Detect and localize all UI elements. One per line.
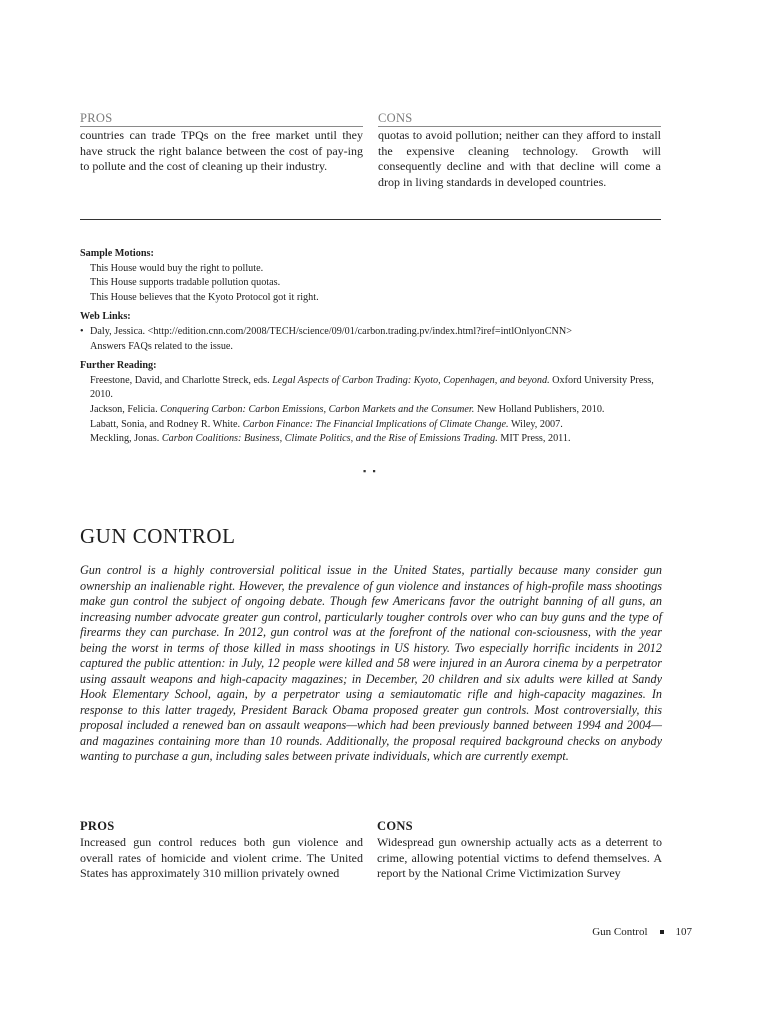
footer-square-icon <box>660 930 664 934</box>
gun-pros-heading: PROS <box>80 819 115 833</box>
page-number: 107 <box>675 926 692 938</box>
reading-item <box>80 374 665 403</box>
web-link-item <box>80 325 670 354</box>
reading-authors: Jackson, Felicia. <box>90 403 161 415</box>
top-pros-heading: PROS <box>80 110 363 127</box>
section-divider <box>80 219 661 220</box>
top-pros-column <box>80 110 363 175</box>
further-reading-label: Further Reading: <box>80 360 157 372</box>
section-title: GUN CONTROL <box>80 524 236 548</box>
reading-title: Carbon Finance: The Financial Implications of Climate Change. <box>242 418 509 430</box>
web-link-url[interactable]: Daly, Jessica. <http://edition.cnn.com/2008/TECH/science/09/01/carbon.trading.pv/index.html?iref=intlOnlyonCNN> <box>90 325 572 337</box>
section-intro: Gun control is a highly controversial political issue in the United States, partially because many consider gun ownership an inalienable right. However, the prevalence of gun violence and instances of high-profile mass shootings make gun control the subject of ongoing debate. Though few Americans favor the outright banning of all guns, an increasing number advocate greater gun control, particularly tougher controls over who can buy guns and the type of firearms they can purchase. In 2012, gun control was at the forefront of the national con-sciousness, with the year being the worst in terms of those killed in mass shootings in US history. Two especially horrific incidents in 2012 captured the public attention: in July, 12 people were killed and 58 were injured in an Aurora cinema by a perpetrator using assault weapons and high-capacity magazines; in December, 20 children and six adults were killed at Sandy Hook Elementary School, again, by a perpetrator using a semiautomatic rifle and high-capacity magazines. In response to this latter tragedy, President Barack Obama proposed greater gun controls. Most controversially, this proposal included a renewed ban on assault weapons—which had been previously banned between 1994 and 2004—and magazines containing more than 10 rounds. Additionally, the proposal required background checks on anybody wanting to purchase a gun, including sales between private individuals, which are currently exempt. <box>80 563 662 763</box>
sample-motion-item: This House would buy the right to pollute. <box>90 262 264 274</box>
reading-publisher: Oxford University Press, 2010. <box>90 374 654 401</box>
sample-motion-item: This House believes that the Kyoto Protocol got it right. <box>90 291 319 303</box>
reading-title: Legal Aspects of Carbon Trading: Kyoto, Copenhagen, and beyond. <box>272 374 550 386</box>
gun-cons-text: Widespread gun ownership actually acts as a deterrent to crime, allowing potential victims to defend themselves. A report by the National Crime Victimization Survey <box>377 835 662 880</box>
reading-title: Carbon Coalitions: Business, Climate Politics, and the Rise of Emissions Trading. <box>161 433 498 445</box>
reading-item <box>80 418 670 433</box>
page-footer <box>592 926 692 938</box>
web-link-description: Answers FAQs related to the issue. <box>90 340 233 352</box>
top-pros-text: countries can trade TPQs on the free market until they have struck the right balance between the cost of pay-ing to pollute and the cost of cleaning up their industry. <box>80 128 363 173</box>
reading-publisher: MIT Press, 2011. <box>497 433 571 445</box>
gun-cons-column <box>377 818 662 882</box>
top-cons-text: quotas to avoid pollution; neither can they afford to install the expensive cleaning technology. Growth will consequently decline and with that decline will come a drop in living standards in developed countries. <box>378 128 661 189</box>
reading-publisher: New Holland Publishers, 2010. <box>474 403 605 415</box>
reading-title: Conquering Carbon: Carbon Emissions, Carbon Markets and the Consumer. <box>160 403 475 415</box>
bullet-icon: • <box>80 325 84 337</box>
reading-authors: Labatt, Sonia, and Rodney R. White. <box>90 418 243 430</box>
top-cons-heading: CONS <box>378 110 661 127</box>
section-separator-icon: ▪ ▪ <box>363 466 378 476</box>
reading-item <box>80 403 670 418</box>
topic-resources <box>80 247 670 447</box>
reading-authors: Meckling, Jonas. <box>90 433 162 445</box>
reading-authors: Freestone, David, and Charlotte Streck, eds. <box>90 374 273 386</box>
top-cons-column <box>378 110 661 190</box>
sample-motion-item: This House supports tradable pollution quotas. <box>90 277 281 289</box>
sample-motions-label: Sample Motions: <box>80 248 154 259</box>
gun-cons-heading: CONS <box>377 819 413 833</box>
web-links-label: Web Links: <box>80 311 131 323</box>
running-footer-title: Gun Control <box>592 926 648 938</box>
reading-item <box>80 432 670 447</box>
reading-publisher: Wiley, 2007. <box>508 418 563 430</box>
gun-pros-column <box>80 818 363 882</box>
gun-pros-text: Increased gun control reduces both gun violence and overall rates of homicide and violent crime. The United States has approximately 310 million privately owned <box>80 835 363 880</box>
